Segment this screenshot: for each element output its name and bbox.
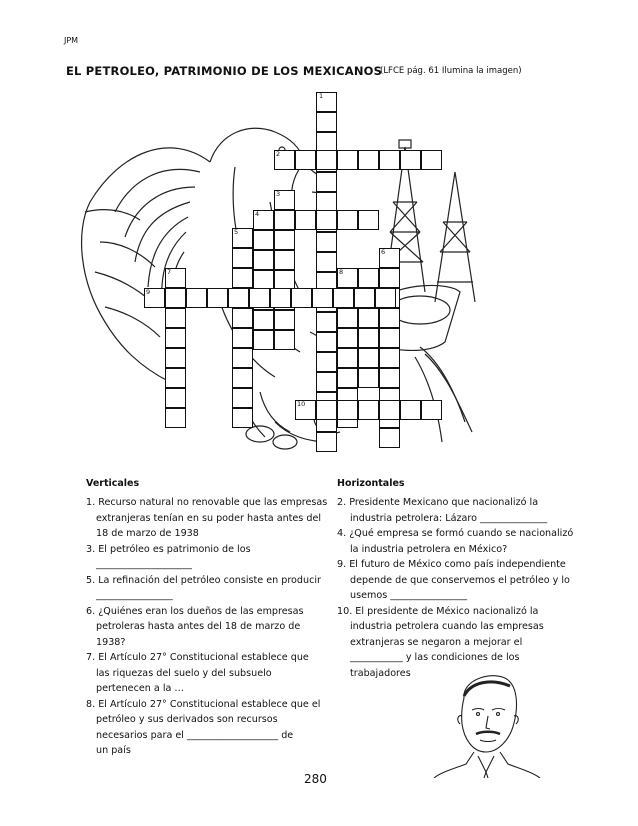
crossword-cell[interactable] — [337, 328, 358, 348]
crossword-cell[interactable] — [232, 308, 253, 328]
crossword-cell[interactable] — [291, 288, 312, 308]
verticales-clue-2-line: 5. La refinación del petróleo consiste en producir — [86, 574, 321, 586]
crossword-cell[interactable] — [312, 288, 333, 308]
crossword-cell[interactable] — [400, 150, 421, 170]
crossword-cell[interactable] — [232, 368, 253, 388]
verticales-clue-3-line: 1938? — [96, 636, 126, 648]
horizontales-clue-0-line: 2. Presidente Mexicano que nacionalizó la — [337, 497, 539, 508]
clue-number-9: 9 — [146, 288, 151, 296]
crossword-cell[interactable] — [337, 368, 358, 388]
crossword-cell[interactable] — [232, 268, 253, 288]
crossword-cell[interactable] — [316, 192, 337, 212]
crossword-cell[interactable] — [253, 270, 274, 290]
crossword-cell[interactable] — [316, 172, 337, 192]
crossword-cell[interactable] — [249, 288, 270, 308]
crossword-cell[interactable] — [232, 348, 253, 368]
horizontales-clue-3-line: extranjeras se negaron a mejorar el — [350, 636, 523, 648]
crossword-cell[interactable] — [337, 348, 358, 368]
crossword-cell[interactable] — [253, 230, 274, 250]
crossword-cell[interactable] — [337, 210, 358, 230]
crossword-cell[interactable] — [358, 400, 379, 420]
horizontales-clue-0-line: industria petrolera: Lázaro ______________ — [350, 512, 548, 524]
horizontales-heading: Horizontales — [337, 478, 405, 489]
crossword-cell[interactable] — [316, 400, 337, 420]
crossword-cell[interactable] — [379, 348, 400, 368]
crossword-cell[interactable] — [358, 210, 379, 230]
crossword-cell[interactable] — [337, 400, 358, 420]
horizontales-clue-1-line: 4. ¿Qué empresa se formó cuando se nacionalizó — [337, 528, 574, 539]
crossword-cell[interactable] — [232, 328, 253, 348]
page-number: 280 — [304, 772, 327, 786]
crossword-cell[interactable] — [379, 400, 400, 420]
crossword-cell[interactable] — [316, 332, 337, 352]
crossword-cell[interactable] — [316, 352, 337, 372]
crossword-cell[interactable] — [207, 288, 228, 308]
crossword-cell[interactable] — [358, 328, 379, 348]
crossword-cell[interactable] — [379, 150, 400, 170]
verticales-clue-5-line: un país — [96, 745, 131, 756]
horizontales-clue-3-line: ___________ y las condiciones de los — [350, 652, 520, 663]
verticales-clue-4-line: las riquezas del suelo y del subsuelo — [96, 667, 272, 679]
crossword-cell[interactable] — [316, 252, 337, 272]
crossword-cell[interactable] — [421, 150, 442, 170]
horizontales-clue-2-line: depende de que conservemos el petróleo y lo — [350, 574, 570, 586]
crossword-cell[interactable] — [253, 310, 274, 330]
horizontales-clue-2-line: usemos ________________ — [350, 590, 467, 601]
clue-number-10: 10 — [297, 400, 306, 408]
page-subtitle: (LFCE pág. 61 Ilumina la imagen) — [380, 66, 522, 76]
crossword-cell[interactable] — [253, 330, 274, 350]
clue-number-7: 7 — [167, 268, 172, 276]
horizontales-clue-2-line: 9. El futuro de México como país independiente — [337, 559, 566, 570]
horizontales-clue-3-line: trabajadores — [350, 667, 411, 679]
verticales-clue-4-line: 7. El Artículo 27° Constitucional establece que — [86, 652, 309, 663]
crossword-cell[interactable] — [358, 308, 379, 328]
verticales-clue-5-line: necesarios para el ___________________ de — [96, 729, 294, 741]
president-portrait — [426, 668, 546, 778]
crossword-cell[interactable] — [232, 408, 253, 428]
crossword-cell[interactable] — [165, 388, 186, 408]
crossword-cell[interactable] — [165, 308, 186, 328]
crossword-cell[interactable] — [274, 250, 295, 270]
crossword-cell[interactable] — [316, 150, 337, 170]
crossword-cell[interactable] — [316, 232, 337, 252]
clue-number-6: 6 — [381, 248, 386, 256]
crossword-cell[interactable] — [316, 210, 337, 230]
crossword-cell[interactable] — [274, 230, 295, 250]
clue-number-3: 3 — [276, 190, 281, 198]
crossword-cell[interactable] — [379, 268, 400, 288]
crossword-cell[interactable] — [333, 288, 354, 308]
crossword-cell[interactable] — [274, 270, 295, 290]
clue-number-4: 4 — [255, 210, 260, 218]
verticales-clue-3-line: petroleras hasta antes del 18 de marzo de — [96, 621, 301, 632]
crossword-cell[interactable] — [379, 328, 400, 348]
horizontales-clue-1-line: la industria petrolera en México? — [350, 543, 508, 555]
crossword-cell[interactable] — [270, 288, 291, 308]
crossword-cell[interactable] — [316, 312, 337, 332]
crossword-cell[interactable] — [379, 428, 400, 448]
crossword-cell[interactable] — [232, 388, 253, 408]
crossword-cell[interactable] — [165, 288, 186, 308]
clue-number-2: 2 — [276, 150, 281, 158]
verticales-clue-5-line: 8. El Artículo 27° Constitucional establece que el — [86, 698, 321, 710]
page-title: EL PETROLEO, PATRIMONIO DE LOS MEXICANOS — [66, 64, 383, 78]
crossword-cell[interactable] — [232, 248, 253, 268]
clue-number-8: 8 — [339, 268, 344, 276]
crossword-cell[interactable] — [358, 268, 379, 288]
horizontales-clue-3-line: industria petrolera cuando las empresas — [350, 621, 544, 632]
crossword-cell[interactable] — [165, 348, 186, 368]
verticales-clue-0-line: extranjeras tenían en su poder hasta antes del — [96, 512, 322, 524]
crossword-cell[interactable] — [186, 288, 207, 308]
verticales-clue-0-line: 18 de marzo de 1938 — [96, 528, 199, 539]
crossword-cell[interactable] — [316, 432, 337, 452]
verticales-clue-1-line: ____________________ — [96, 559, 192, 570]
clue-number-1: 1 — [319, 92, 324, 100]
crossword-cell[interactable] — [421, 400, 442, 420]
crossword-cell[interactable] — [400, 400, 421, 420]
crossword-cell[interactable] — [375, 288, 396, 308]
crossword-cell[interactable] — [274, 330, 295, 350]
crossword-cell[interactable] — [337, 308, 358, 328]
clue-number-5: 5 — [234, 228, 239, 236]
crossword-cell[interactable] — [295, 210, 316, 230]
crossword-cell[interactable] — [358, 348, 379, 368]
horizontales-clue-3-line: 10. El presidente de México nacionalizó la — [337, 605, 539, 617]
crossword-cell[interactable] — [295, 150, 316, 170]
crossword-cell[interactable] — [253, 250, 274, 270]
crossword-cell[interactable] — [274, 210, 295, 230]
crossword-cell[interactable] — [379, 368, 400, 388]
crossword-cell[interactable] — [316, 112, 337, 132]
verticales-heading: Verticales — [86, 478, 140, 489]
crossword-cell[interactable] — [358, 368, 379, 388]
verticales-clue-5-line: petróleo y sus derivados son recursos — [96, 714, 278, 725]
crossword-cell[interactable] — [228, 288, 249, 308]
crossword-cell[interactable] — [316, 372, 337, 392]
crossword-cell[interactable] — [316, 132, 337, 152]
crossword-cell[interactable] — [165, 408, 186, 428]
crossword-cell[interactable] — [354, 288, 375, 308]
crossword-cell[interactable] — [358, 150, 379, 170]
crossword-cell[interactable] — [165, 328, 186, 348]
crossword-cell[interactable] — [165, 368, 186, 388]
crossword-cell[interactable] — [379, 308, 400, 328]
verticales-clue-1-line: 3. El petróleo es patrimonio de los — [86, 543, 251, 555]
verticales-clue-2-line: ________________ — [96, 590, 173, 601]
crossword-cell[interactable] — [274, 310, 295, 330]
verticales-clue-3-line: 6. ¿Quiénes eran los dueños de las empresas — [86, 605, 304, 617]
verticales-clue-0-line: 1. Recurso natural no renovable que las empresas — [86, 497, 328, 508]
verticales-clue-4-line: pertenecen a la … — [96, 683, 185, 694]
author-initials: JPM — [64, 36, 79, 45]
crossword-cell[interactable] — [337, 150, 358, 170]
